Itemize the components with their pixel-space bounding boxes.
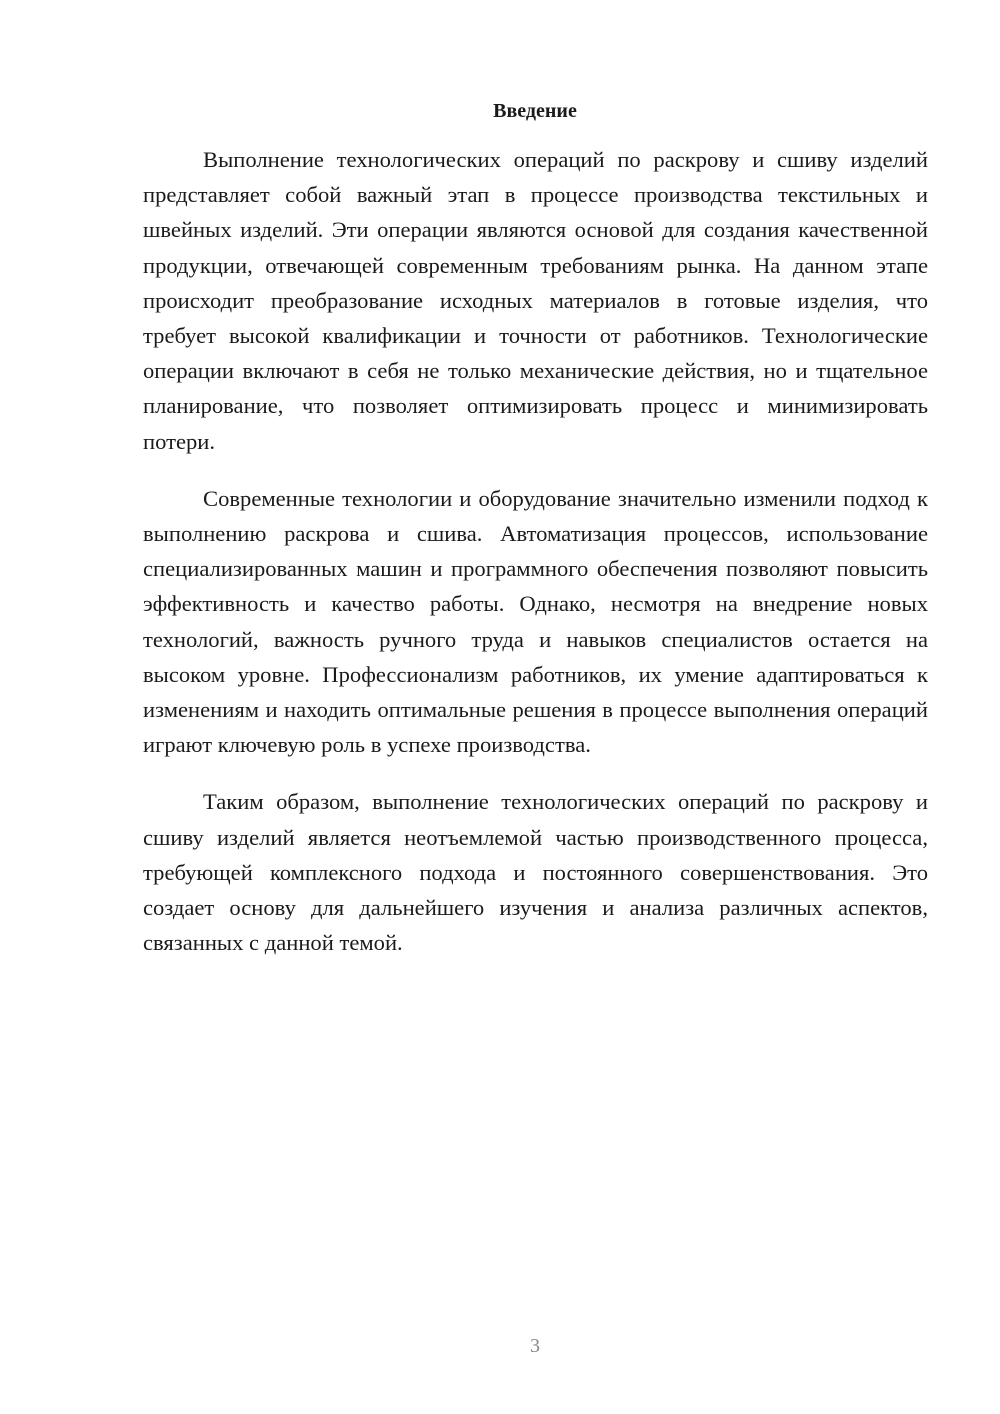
section-title: Введение bbox=[493, 100, 577, 122]
paragraph-1: Выполнение технологических операций по раскрову и сшиву изделий представляет собой важный этап в процессе производства текстильных и швейных изделий. Эти операции являются основой для создания качественной продукции, отвечающей современным требованиям рынка. На данном этапе происходит преобразование исходных материалов в готовые изделия, что требует высокой квалификации и точности от работников. Технологические операции включают в себя не только механические действия, но и тщательное планирование, что позволяет оптимизировать процесс и минимизировать потери. bbox=[143, 147, 928, 454]
page-number: 3 bbox=[530, 1335, 540, 1357]
paragraph-3: Таким образом, выполнение технологических операций по раскрову и сшиву изделий является неотъемлемой частью производственного процесса, требующей комплексного подхода и постоянного совершенствования. Это создает основу для дальнейшего изучения и анализа различных аспектов, связанных с данной темой. bbox=[143, 789, 928, 956]
paragraph-2: Современные технологии и оборудование значительно изменили подход к выполнению раскрова и сшива. Автоматизация процессов, использование специализированных машин и программного обеспечения позволяют повысить эффективность и качество работы. Однако, несмотря на внедрение новых технологий, важность ручного труда и навыков специалистов остается на высоком уровне. Профессионализм работников, их умение адаптироваться к изменениям и находить оптимальные решения в процессе выполнения операций играют ключевую роль в успехе производства. bbox=[143, 485, 928, 758]
body-text bbox=[143, 142, 928, 982]
